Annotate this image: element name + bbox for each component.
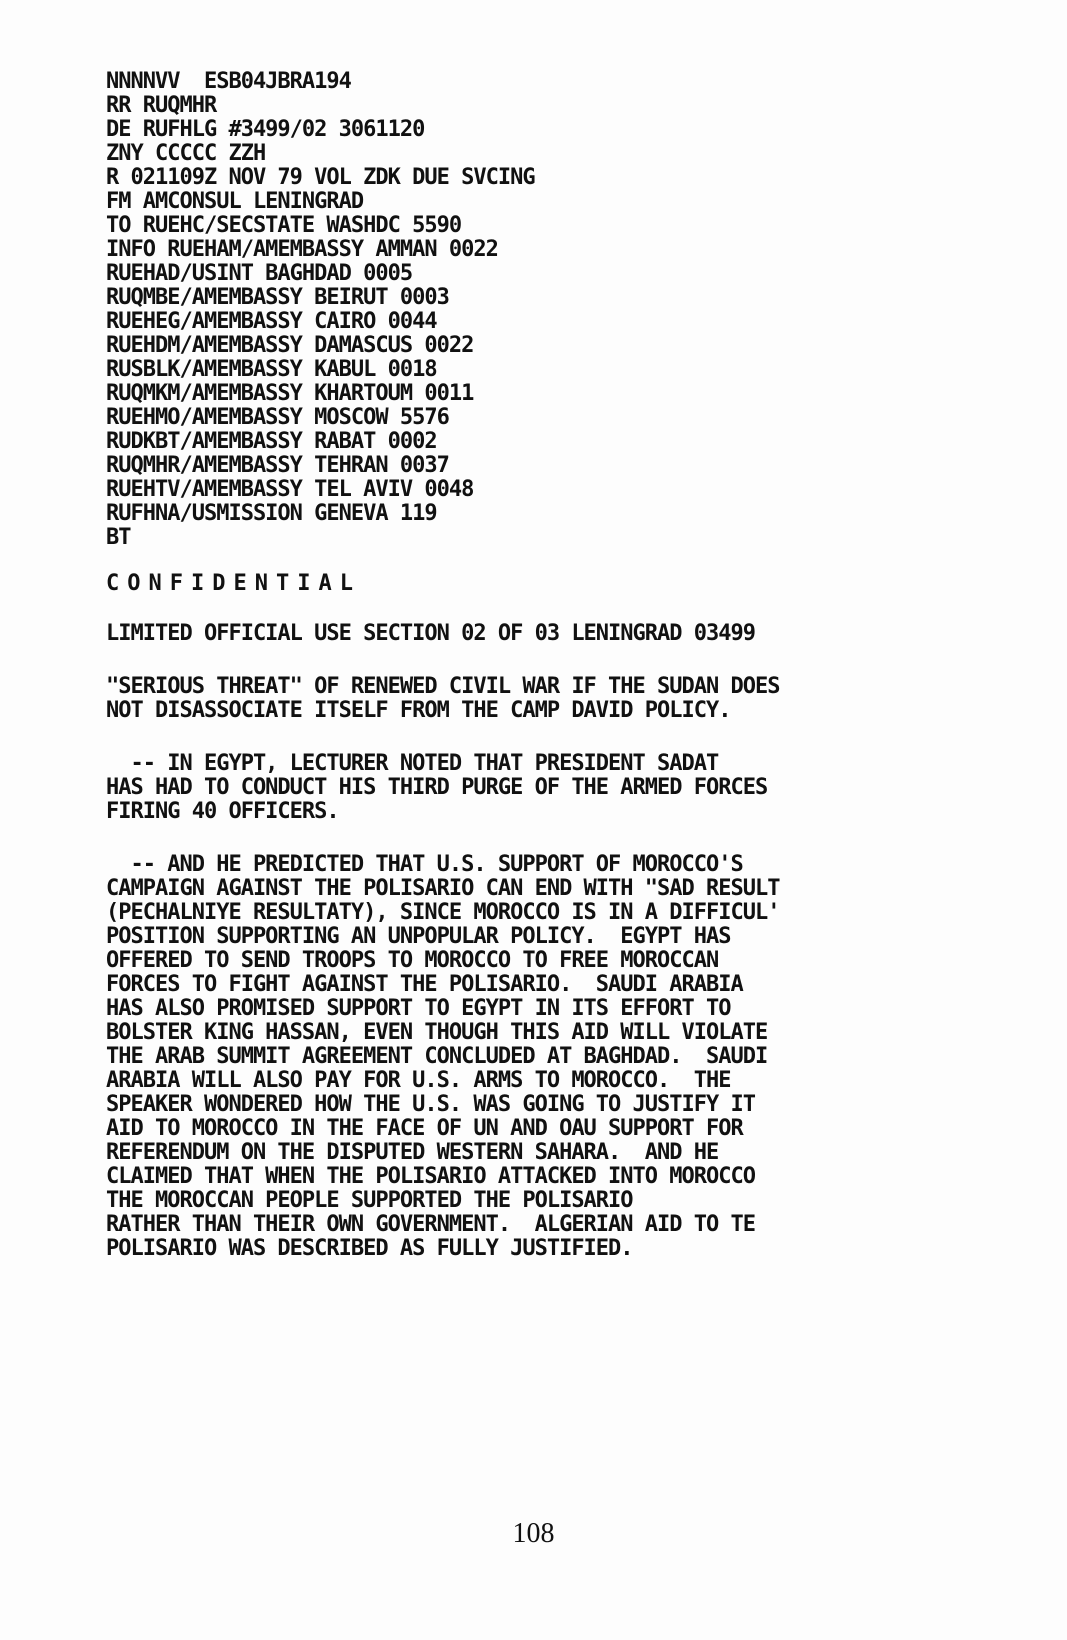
header-line: FM AMCONSUL LENINGRAD <box>106 189 364 214</box>
paragraph-line: "SERIOUS THREAT" OF RENEWED CIVIL WAR IF THE SUDAN DOES <box>106 674 780 699</box>
header-line: RUEHEG/AMEMBASSY CAIRO 0044 <box>106 309 437 334</box>
header-line: RUQMBE/AMEMBASSY BEIRUT 0003 <box>106 285 449 310</box>
subject-line: LIMITED OFFICIAL USE SECTION 02 OF 03 LENINGRAD 03499 <box>106 621 755 646</box>
header-line: TO RUEHC/SECSTATE WASHDC 5590 <box>106 213 462 238</box>
subject-line-block <box>106 622 1006 646</box>
paragraph-line: NOT DISASSOCIATE ITSELF FROM THE CAMP DAVID POLICY. <box>106 698 731 723</box>
header-line: ZNY CCCCC ZZH <box>106 141 266 166</box>
paragraph-2 <box>106 752 1006 824</box>
paragraph-line: OFFERED TO SEND TROOPS TO MOROCCO TO FREE MOROCCAN <box>106 948 719 973</box>
page-number: 108 <box>512 1518 555 1549</box>
paragraph-line: -- IN EGYPT, LECTURER NOTED THAT PRESIDENT SADAT <box>106 751 719 776</box>
paragraph-line: CLAIMED THAT WHEN THE POLISARIO ATTACKED INTO MOROCCO <box>106 1164 755 1189</box>
paragraph-line: RATHER THAN THEIR OWN GOVERNMENT. ALGERIAN AID TO TE <box>106 1212 755 1237</box>
paragraph-1 <box>106 675 1006 723</box>
classification-marking: CONFIDENTIAL <box>106 571 361 596</box>
header-line: R 021109Z NOV 79 VOL ZDK DUE SVCING <box>106 165 535 190</box>
cable-header <box>106 70 535 550</box>
paragraph-line: THE ARAB SUMMIT AGREEMENT CONCLUDED AT BAGHDAD. SAUDI <box>106 1044 768 1069</box>
paragraph-line: HAS ALSO PROMISED SUPPORT TO EGYPT IN ITS EFFORT TO <box>106 996 731 1021</box>
header-line: NNNNVV ESB04JBRA194 <box>106 69 351 94</box>
paragraph-line: THE MOROCCAN PEOPLE SUPPORTED THE POLISARIO <box>106 1188 633 1213</box>
header-line: RUSBLK/AMEMBASSY KABUL 0018 <box>106 357 437 382</box>
paragraph-line: POSITION SUPPORTING AN UNPOPULAR POLICY. EGYPT HAS <box>106 924 731 949</box>
paragraph-line: -- AND HE PREDICTED THAT U.S. SUPPORT OF MOROCCO'S <box>106 852 743 877</box>
paragraph-line: HAS HAD TO CONDUCT HIS THIRD PURGE OF THE ARMED FORCES <box>106 775 768 800</box>
header-line: RUEHAD/USINT BAGHDAD 0005 <box>106 261 413 286</box>
header-line: RUDKBT/AMEMBASSY RABAT 0002 <box>106 429 437 454</box>
paragraph-line: AID TO MOROCCO IN THE FACE OF UN AND OAU SUPPORT FOR <box>106 1116 743 1141</box>
header-line: DE RUFHLG #3499/02 3061120 <box>106 117 425 142</box>
header-line: RUEHMO/AMEMBASSY MOSCOW 5576 <box>106 405 449 430</box>
paragraph-line: BOLSTER KING HASSAN, EVEN THOUGH THIS AID WILL VIOLATE <box>106 1020 768 1045</box>
paragraph-line: (PECHALNIYE RESULTATY), SINCE MOROCCO IS IN A DIFFICUL' <box>106 900 780 925</box>
header-line: INFO RUEHAM/AMEMBASSY AMMAN 0022 <box>106 237 498 262</box>
header-line: BT <box>106 525 131 550</box>
paragraph-line: SPEAKER WONDERED HOW THE U.S. WAS GOING TO JUSTIFY IT <box>106 1092 755 1117</box>
paragraph-line: FORCES TO FIGHT AGAINST THE POLISARIO. SAUDI ARABIA <box>106 972 743 997</box>
paragraph-line: POLISARIO WAS DESCRIBED AS FULLY JUSTIFIED. <box>106 1236 633 1261</box>
paragraph-line: ARABIA WILL ALSO PAY FOR U.S. ARMS TO MOROCCO. THE <box>106 1068 731 1093</box>
header-line: RUQMHR/AMEMBASSY TEHRAN 0037 <box>106 453 449 478</box>
header-line: RUEHTV/AMEMBASSY TEL AVIV 0048 <box>106 477 474 502</box>
header-line: RR RUQMHR <box>106 93 217 118</box>
header-line: RUFHNA/USMISSION GENEVA 119 <box>106 501 437 526</box>
paragraph-line: FIRING 40 OFFICERS. <box>106 799 339 824</box>
paragraph-3 <box>106 853 1006 1261</box>
header-line: RUEHDM/AMEMBASSY DAMASCUS 0022 <box>106 333 474 358</box>
header-line: RUQMKM/AMEMBASSY KHARTOUM 0011 <box>106 381 474 406</box>
paragraph-line: REFERENDUM ON THE DISPUTED WESTERN SAHARA. AND HE <box>106 1140 719 1165</box>
paragraph-line: CAMPAIGN AGAINST THE POLISARIO CAN END WITH "SAD RESULT <box>106 876 780 901</box>
